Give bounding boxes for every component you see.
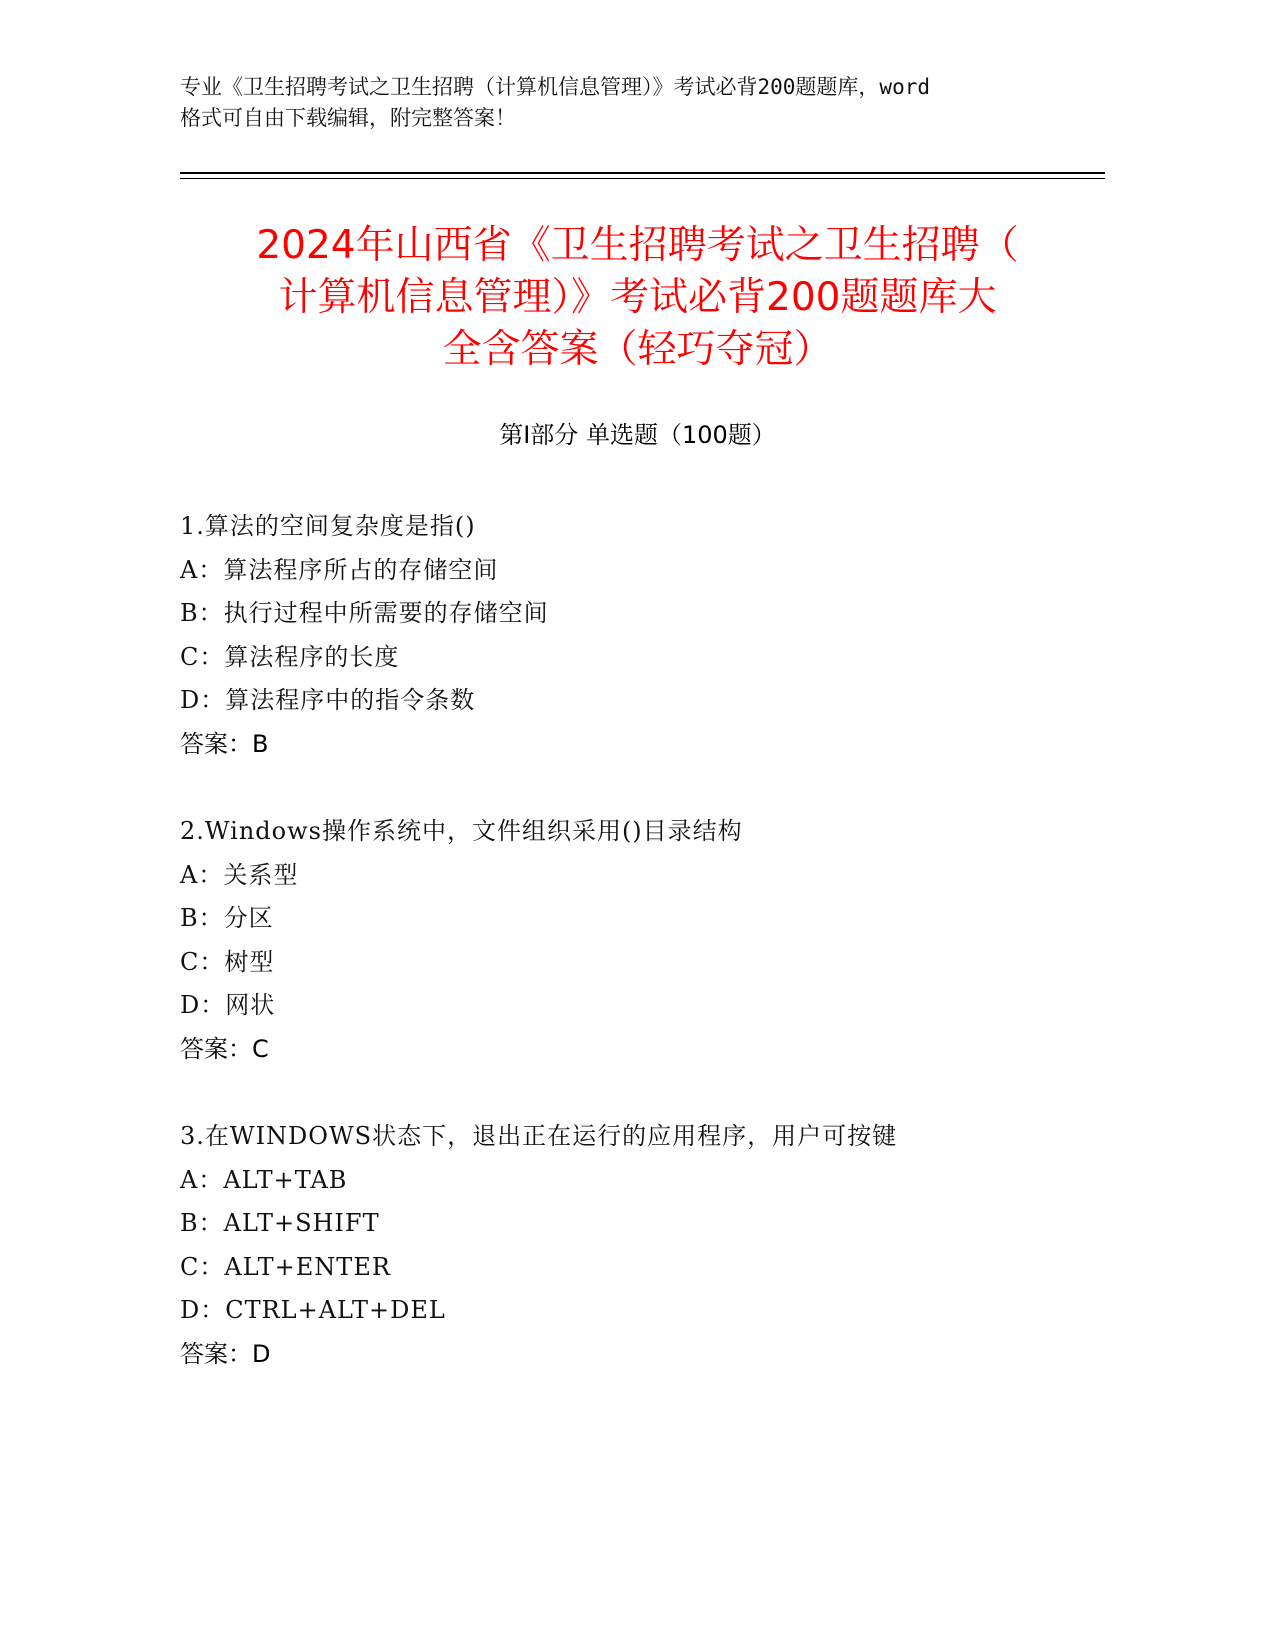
option-b: B：分区 — [180, 904, 274, 932]
question-1 — [180, 505, 1130, 766]
document-title-line-1: 2024年山西省《卫生招聘考试之卫生招聘（ — [256, 223, 1019, 268]
answer-line: 答案：B — [180, 729, 269, 758]
header-divider-thin — [180, 178, 1105, 179]
option-d: D：网状 — [180, 991, 276, 1019]
document-title-line-2: 计算机信息管理）》考试必背200题题库大 — [278, 275, 997, 320]
section-title: 第Ⅰ部分 单选题（100题） — [499, 421, 776, 449]
answer-line: 答案：C — [180, 1034, 269, 1063]
header-note-line-1: 专业《卫生招聘考试之卫生招聘（计算机信息管理）》考试必背200题题库，word — [180, 75, 930, 99]
option-a: A：算法程序所占的存储空间 — [180, 555, 499, 584]
question-2 — [180, 810, 1130, 1071]
option-c: C：ALT+ENTER — [180, 1252, 391, 1281]
option-a: A：关系型 — [180, 860, 299, 889]
option-d: D：算法程序中的指令条数 — [180, 686, 476, 714]
option-a: A：ALT+TAB — [180, 1165, 348, 1194]
header-divider-thick — [180, 172, 1105, 174]
question-stem: 2.Windows操作系统中，文件组织采用()目录结构 — [180, 817, 743, 845]
option-c: C：算法程序的长度 — [180, 642, 400, 671]
header-note — [180, 72, 1080, 134]
document-title — [160, 220, 1115, 376]
question-3 — [180, 1115, 1130, 1376]
option-c: C：树型 — [180, 947, 275, 976]
option-b: B：执行过程中所需要的存储空间 — [180, 599, 549, 627]
question-stem: 3.在WINDOWS状态下，退出正在运行的应用程序，用户可按键 — [180, 1122, 898, 1150]
header-note-line-2: 格式可自由下载编辑，附完整答案！ — [180, 106, 516, 130]
option-d: D：CTRL+ALT+DEL — [180, 1296, 446, 1324]
option-b: B：ALT+SHIFT — [180, 1209, 380, 1237]
answer-line: 答案：D — [180, 1339, 271, 1368]
document-title-line-3: 全含答案（轻巧夺冠） — [442, 327, 833, 372]
question-stem: 1.算法的空间复杂度是指() — [180, 512, 476, 540]
